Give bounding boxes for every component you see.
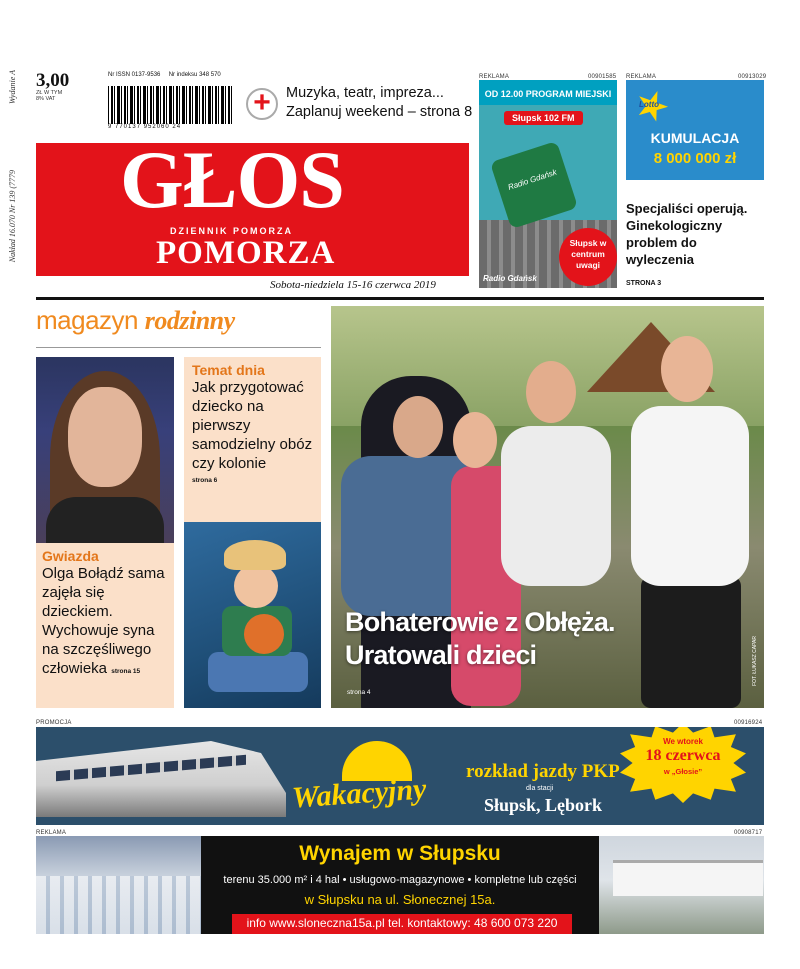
photo-credit: FOT. ŁUKASZ CAPAR <box>752 636 758 686</box>
side-story-page: STRONA 3 <box>626 280 662 287</box>
badge-line1: We wtorek <box>663 737 703 746</box>
radio-frequency: Słupsk 102 FM <box>504 111 583 125</box>
topic-page: strona 6 <box>192 477 218 484</box>
logo-subtitle: DZIENNIK POMORZA <box>170 226 293 236</box>
price: 3,00 <box>36 70 70 91</box>
star-text: Olga Bołądź sama zajęła się dzieckiem. Wychowuje syna na szczęśliwego człowieka strona 15 <box>42 565 165 677</box>
promo-word: Wakacyjny <box>290 772 428 815</box>
plus-icon: + <box>246 88 278 120</box>
price-vat: ZŁ W TYM 8% VAT <box>36 90 63 102</box>
hero-story[interactable] <box>331 306 764 708</box>
rental-address: w Słupsku na ul. Słonecznej 15a. <box>304 892 496 907</box>
pkp-promo[interactable] <box>36 727 764 825</box>
star-story[interactable] <box>36 543 174 708</box>
badge-line3: w „Głosie” <box>663 767 703 776</box>
ad-code: 00901585 <box>588 74 617 80</box>
barcode <box>108 86 233 124</box>
lotto-kumulacja: KUMULACJA <box>650 130 740 146</box>
topic-heading: Temat dnia <box>192 362 265 378</box>
edition-label: Wydanie A <box>8 70 17 104</box>
badge-line2: 18 czerwca <box>645 747 721 764</box>
weekend-teaser[interactable]: Muzyka, teatr, impreza... Zaplanuj weekend – strona 8 <box>286 85 473 120</box>
hero-page: strona 4 <box>347 689 371 696</box>
ad-label: REKLAMA <box>626 74 657 80</box>
topic-text: Jak przygotować dziecko na pierwszy samodzielny obóz czy kolonie <box>192 379 313 472</box>
promo-line2: dla stacji <box>526 785 554 792</box>
promo-label: PROMOCJA <box>36 720 72 726</box>
promo-line1: rozkład jazdy PKP <box>466 761 620 782</box>
circulation-label: Nakład 16.070 Nr 139 (7779 <box>8 170 17 263</box>
ad-code: 00913029 <box>738 74 767 80</box>
logo-glos: GŁOS <box>120 134 344 225</box>
star-photo <box>36 357 174 543</box>
dateline: Sobota-niedziela 15-16 czerwca 2019 <box>270 279 436 291</box>
rental-ad[interactable] <box>36 836 764 934</box>
side-story-headline[interactable]: Specjaliści operują. Ginekologiczny problem do wyleczenia <box>626 201 748 267</box>
issn: Nr ISSN 0137-9536 Nr indeksu 348 570 <box>108 72 221 78</box>
hero-headline: Bohaterowie z Obłęża. Uratowali dzieci <box>345 607 615 670</box>
star-heading: Gwiazda <box>42 548 99 564</box>
lotto-amount: 8 000 000 zł <box>653 150 737 167</box>
barcode-number: 9 770137 952060 24 <box>108 124 182 130</box>
rental-details: terenu 35.000 m² i 4 hal • usługowo-magazynowe • kompletne lub części <box>223 874 577 886</box>
child-photo <box>184 522 321 708</box>
radio-brand: Radio Gdańsk <box>483 274 537 283</box>
lotto-brand: Lotto <box>639 100 659 109</box>
magazine-title: magazyn rodzinny <box>36 305 235 335</box>
rental-title: Wynajem w Słupsku <box>299 842 501 865</box>
ad-label: REKLAMA <box>36 830 67 836</box>
ad-code: 00908717 <box>734 830 763 836</box>
radio-ad-top: OD 12.00 PROGRAM MIEJSKI <box>479 80 617 105</box>
promo-line3: Słupsk, Lębork <box>484 795 603 815</box>
logo-pomorza: POMORZA <box>156 235 336 271</box>
divider <box>36 347 321 348</box>
rental-contact[interactable]: info www.sloneczna15a.pl tel. kontaktowy: 48 600 073 220 <box>246 916 558 930</box>
radio-ad[interactable] <box>479 80 617 288</box>
topic-story[interactable] <box>184 357 321 522</box>
divider <box>36 297 764 300</box>
lotto-ad[interactable] <box>626 80 764 180</box>
promo-code: 00916924 <box>734 720 763 726</box>
microphone-icon: Radio Gdańsk <box>490 141 578 229</box>
ad-label: REKLAMA <box>479 74 510 80</box>
radio-slogan: Słupsk w centrum uwagi <box>559 228 617 286</box>
